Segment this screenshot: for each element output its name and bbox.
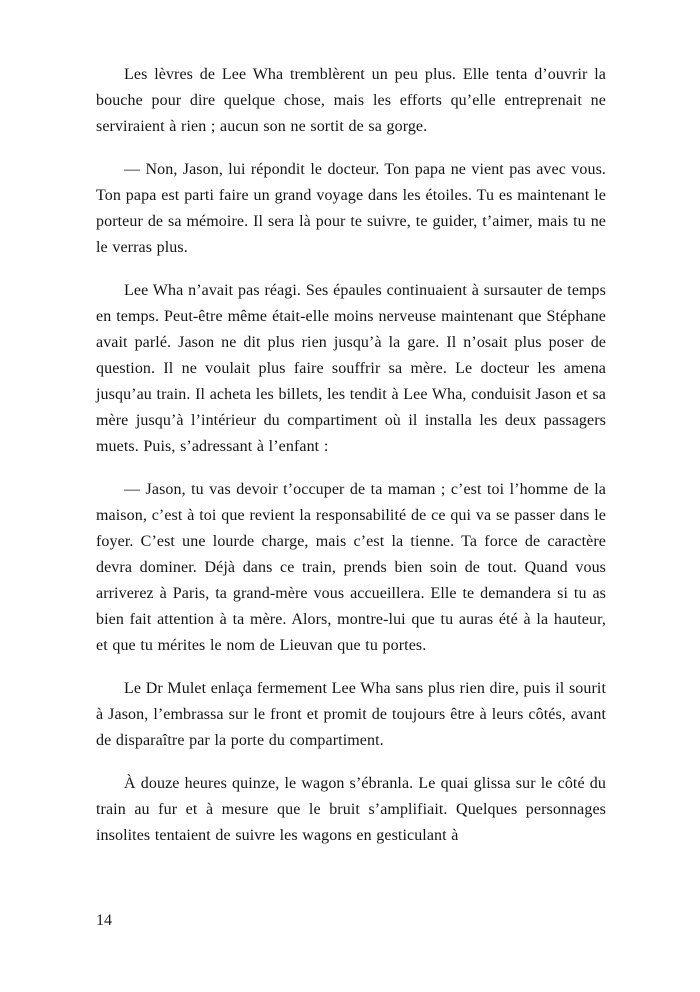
page-number: 14 bbox=[96, 912, 112, 929]
page-text-block bbox=[96, 62, 606, 849]
paragraph-2-dialogue: — Non, Jason, lui répondit le docteur. Ton papa ne vient pas avec vous. Ton papa est parti faire un grand voyage dans les étoiles. Tu es maintenant le porteur de sa mémoire. Il sera là pour te suivre, te guider, t’aimer, mais tu ne le verras plus. bbox=[96, 161, 606, 256]
paragraph-4-dialogue: — Jason, tu vas devoir t’occuper de ta maman ; c’est toi l’homme de la maison, c’est à toi que revient la responsabilité de ce qui va se passer dans le foyer. C’est une lourde charge, mais c’est la tienne. Ta force de caractère devra dominer. Déjà dans ce train, prends bien soin de tout. Quand vous arriverez à Paris, ta grand-mère vous accueillera. Elle te demandera si tu as bien fait attention à ta mère. Alors, montre-lui que tu auras été à la hauteur, et que tu mérites le nom de Lieuvan que tu portes. bbox=[96, 481, 606, 654]
paragraph-3: Lee Wha n’avait pas réagi. Ses épaules continuaient à sursauter de temps en temps. Peut-être même était-elle moins nerveuse maintenant que Stéphane avait parlé. Jason ne dit plus rien jusqu’à la gare. Il n’osait plus poser de question. Il ne voulait plus faire souffrir sa mère. Le docteur les amena jusqu’au train. Il acheta les billets, les tendit à Lee Wha, conduisit Jason et sa mère jusqu’à l’intérieur du compartiment où il installa les deux passagers muets. Puis, s’adressant à l’enfant : bbox=[96, 282, 606, 455]
paragraph-5: Le Dr Mulet enlaça fermement Lee Wha sans plus rien dire, puis il sourit à Jason, l’embrassa sur le front et promit de toujours être à leurs côtés, avant de disparaître par la porte du compartiment. bbox=[96, 680, 606, 749]
paragraph-1: Les lèvres de Lee Wha tremblèrent un peu plus. Elle tenta d’ouvrir la bouche pour dire quelque chose, mais les efforts qu’elle entreprenait ne serviraient à rien ; aucun son ne sortit de sa gorge. bbox=[96, 66, 606, 135]
paragraph-6: À douze heures quinze, le wagon s’ébranla. Le quai glissa sur le côté du train au fur et à mesure que le bruit s’amplifiait. Quelques personnages insolites tentaient de suivre les wagons en gesticulant à bbox=[96, 775, 606, 844]
